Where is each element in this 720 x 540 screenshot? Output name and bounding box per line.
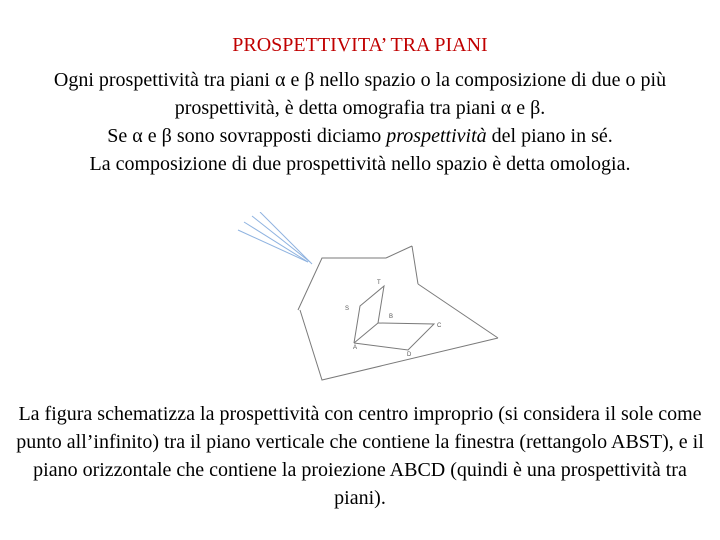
intro-text [10,66,710,178]
intro-line-1: Ogni prospettività tra piani α e β nello spazio o la composizione di due o più prospettività, è detta omografia tra piani α e β. [53,69,667,119]
sun-ray [252,216,310,262]
label-s: S [345,306,350,312]
horizontal-plane [300,310,498,380]
horizontal-plane-edge [418,284,498,338]
shadow-abcd [354,323,434,350]
figure-caption [10,400,710,512]
window-edge [354,323,378,343]
vertical-plane [298,258,386,310]
slide-title: PROSPETTIVITA’ TRA PIANI [232,34,488,56]
label-d: D [407,352,412,358]
beta-symbol: β [304,69,315,91]
alpha-symbol: α [274,69,286,91]
caption-text: La figura schematizza la prospettività con centro improprio (si considera il sole come punto all’infinito) tra il piano verticale che contiene la finestra (rettangolo ABST), e il piano orizzontale che contiene la proiezione ABCD (quindi è una prospettività tra piani). [16,403,704,509]
sun-rays [238,212,312,264]
figure-lines [298,246,498,380]
label-a: A [353,345,358,351]
beta-symbol: β [530,97,541,119]
sun-ray [238,230,308,262]
label-b: B [389,314,394,320]
alpha-symbol: α [500,97,512,119]
label-c: C [437,323,442,329]
intro-line-3: La composizione di due prospettività nello spazio è detta omologia. [89,153,631,175]
intro-line-2: Se α e β sono sovrapposti diciamo prospettività del piano in sé. [107,125,613,147]
label-t: T [377,280,381,286]
perspective-figure [228,212,500,392]
sun-ray [260,212,312,264]
alpha-symbol: α [132,125,143,147]
vertical-plane-edge [412,246,418,284]
beta-symbol: β [161,125,172,147]
window-abst [354,286,384,343]
emphasis-prospettivita: prospettività [386,125,487,147]
vertical-plane-edge [386,246,412,258]
